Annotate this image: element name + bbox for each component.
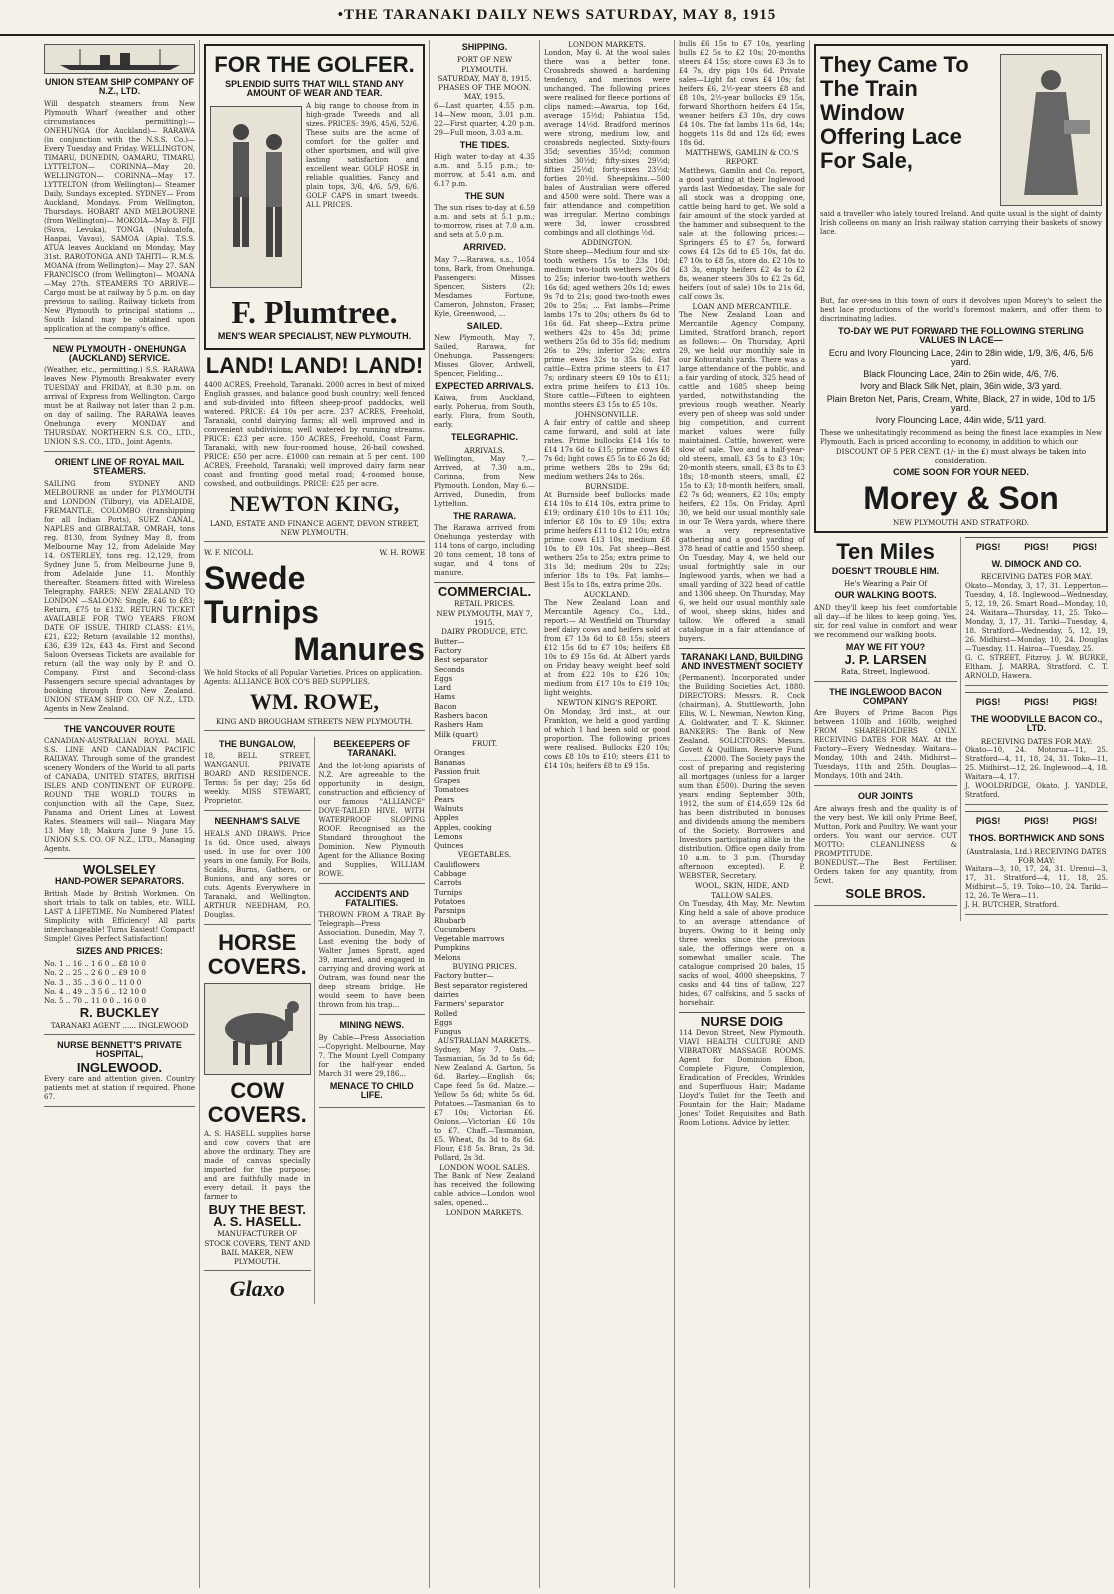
larsen-name: J. P. LARSEN (844, 652, 927, 668)
inglewood-bacon-ad (814, 688, 957, 787)
union-steam-ad (44, 44, 195, 339)
pigs-label: PIGS! (975, 815, 1001, 826)
orient-heading: ORIENT LINE OF ROYAL MAIL STEAMERS. (54, 457, 185, 477)
tides-body: High water to-day at 4.35 a.m. and 5.15 p.m.; to-morrow, at 5.41 a.m. and 6.17 p.m. (434, 153, 535, 189)
woodville-body: Okato—10, 24. Motorua—11, 25. Stratford—4, 11, 18, 24, 31. Toko—11, 25. Midhirst—12, 26. Inglewood—4, 18. Waitara—4, 17. (965, 745, 1108, 781)
stock-note: We hold Stocks of all Popular Varieties. Prices on application. (204, 668, 423, 677)
land-body: 4400 ACRES, Freehold, Taranaki. 2000 acres in best of mixed English grasses, and balance good bush country; well fenced and sub-divided into fifteen sheep-proof paddocks, well watered. PRICE: £4 10s per acre. 237 ACRES, Freehold, Taranaki, contd dairying farms; all well improved and in convenient subdivisions; well watered by running streams. PRICE: £23 per acre. 150 ACRES, Freehold, Coast Farm, Taranaki, with new four-roomed house, 26-bail cowshed. PRICE: £50 per acre. £1000 can remain at 5 per cent. 100 ACRES, Freehold, Taranaki; well improved dairy farm near coast and fronting good metal road; 4-roomed house, cowshed, and outbuildings. PRICE: £25 per acre. (204, 380, 425, 488)
pigs-label: PIGS! (975, 696, 1001, 707)
pigs-label: PIGS! (1072, 541, 1098, 552)
bungalow-heading: THE BUNGALOW, (219, 739, 296, 750)
swede-heading: Swede Turnips (204, 559, 319, 630)
salve-body: HEALS AND DRAWS. Price 1s 6d. Once used, always used. In use for over 100 years in one family. For Boils, Scalds, Burns, Gathers, or Bunions, and any sores or cuts. Agents Everywhere in Taranaki, and Wellington. ARTHUR NEEDHAM, P.O. Douglas. (204, 829, 311, 919)
pigs-label: PIGS! (1024, 541, 1049, 552)
price-list-item: Pears (434, 794, 455, 804)
wolseley-subheading: HAND-POWER SEPARATORS. (54, 876, 184, 887)
price-list-item: Cabbage (434, 869, 467, 879)
telegraphic-heading: TELEGRAPHIC. (450, 432, 518, 443)
sizes-heading: SIZES AND PRICES: (76, 945, 163, 956)
newton-report-body: On Monday, 3rd inst., at our Frankton, we held a good yarding of which 1 had been sold or good proportion. The following prices were realised. Bullocks £20 10s; cows £8 10s to £10; steers £11 to £14 10s; heifers £8 to £9 15s. (544, 707, 670, 770)
golfer-figure-icon (216, 112, 296, 282)
addington-body: Store sheep—Medium four and six-tooth wethers 15s to 23s 10d; medium two-tooth wethers 20s 6d to 25s; inferior two-tooth wethers 16s 6d; aged wethers 20s 1d; ewes 9s 7d to 21s; good two-tooth ewes 20s to 25s; ... Fat lambs—Prime lambs 17s to 20s; others 8s 6d to 16s 6d. Fat sheep—Extra prime wethers 42s to 45s 3d; prime wethers 25s 6d to 35s 6d; medium 26s to 29s; inferior 22s; extra prime ewes 32s to 35s 6d. Fat cattle—Extra prime steers to £17 7s; ordinary steers £9 10s to £11; extra prime heifers to £13 10s. Store cattle—Fifteen to eighteen months steers £3 15s to £5 10s. (544, 247, 670, 409)
pigs-label: PIGS! (1024, 815, 1049, 826)
horse-icon (207, 989, 307, 1069)
london-body: London, May 6. At the wool sales there was a better tone. Crossbreds showed a hardening tendency, and merinos were unchanged. The following prices were realised for fleece portions of clips named:—Awarua, top 16d, average 15½d; Pahiatua 15d, average 14½d. Bradford merinos were strong, medium low, and crossbreds neglected. Sixty-fours 35d; seventies 35½d; common sixties 30½d; fifty-sixes 29½d; fifties 25½d; forty-sixes 23½d; forties 20½d. Sheepskins.—500 bales of Australian were offered and 4500 were sold. There was a fair attendance and competition was irregular. Merino combings were 3d, lower crossbred combings and all clothings ½d. (544, 49, 670, 238)
wool-skin-heading: WOOL, SKIN, HIDE, AND TALLOW SALES. (695, 881, 789, 900)
lace-item: Ecru and Ivory Flouncing Lace, 24in to 28in wide, 1/9, 3/6, 4/6, 5/6 yard. (828, 347, 1094, 367)
vegetables-heading: VEGETABLES. (457, 850, 512, 860)
fruit-heading: FRUIT. (471, 738, 498, 748)
buy-best: BUY THE BEST. (208, 1201, 306, 1217)
pigs-label: PIGS! (1024, 696, 1049, 707)
wolseley-body: British Made by British Workmen. On short trials to talk on tables, etc. WILL LAST A LIFETIME. No Numbered Plates! Simplicity with Efficiency! All parts interchangeable! Turns Easiest! Compact! Simple! Gives Perfect Satisfaction! (44, 889, 195, 943)
horse-covers-ad (204, 931, 311, 1272)
larsen-sub: Rata, Street, Inglewood. (840, 667, 931, 677)
price-list-item: Rashers bacon (434, 711, 488, 721)
matthews-heading: MATTHEWS, GAMLIN & CO.'S REPORT. (685, 148, 799, 167)
walking-body: AND they'll keep his feet comfortable all day—if he likes to keep going. Yes, sir, for real value in comfort and wear we recommend our walking boots. (814, 603, 957, 639)
column-4 (540, 40, 675, 1588)
agents-note: Agents: ALLIANCE BOX CO'S BED SUPPLIES. (204, 677, 370, 686)
column-5 (675, 40, 810, 1588)
hasell-name: A. S. HASELL. (213, 1213, 302, 1229)
price-list-item: Milk (quart) (434, 729, 479, 739)
sailed-heading: SAILED. (466, 320, 503, 331)
price-list-item: Pumpkins (434, 943, 470, 953)
nicoll-name: W. F. NICOLL (204, 548, 254, 558)
walking-boots-heading: OUR WALKING BOOTS. (834, 590, 937, 601)
rarawa-body: The Rarawa arrived from Onehunga yesterday with 114 tons of cargo, including 20 tons cement, 18 tons of sugar, and 4 tons of manure. (434, 524, 535, 578)
horse-illustration (204, 983, 311, 1075)
bungalow-ad (204, 740, 311, 811)
london-markets-heading-2: LONDON MARKETS. (445, 1208, 524, 1217)
arrived-heading: ARRIVED. (462, 242, 506, 253)
sizes-row: No. 4 .. 49 .. 3 5 6 .. 12 10 0 (44, 986, 146, 996)
dimock-ad (965, 560, 1108, 686)
price-list-item: Walnuts (434, 803, 464, 813)
rowe-initials: W. H. ROWE (379, 548, 425, 558)
johnsonville-heading: JOHNSONVILLE. (575, 409, 639, 419)
nurse-body: 114 Devon Street, New Plymouth. VIAVI HEALTH CULTURE AND VIBRATORY MASSAGE ROOMS. Agent for Dominion Ebon, Complete Figure, Complexion, Eradication of Freckles, Wrinkles and Superfluous Hair; Madame Lloyd's Toilet for the Teeth and Fountain for the Hair; Madame Jones' Toilet Requisites and Bath Room Lotions. Advice by letter. (679, 1029, 805, 1128)
lace-item: Black Flouncing Lace, 24in to 26in wide, 4/6, 7/6. (863, 369, 1059, 380)
moon-heading: PHASES OF THE MOON. MAY, 1915. (438, 83, 531, 102)
accidents-article (319, 890, 426, 1016)
price-list-item: Quinces (434, 841, 464, 851)
sizes-row: No. 5 .. 70 .. 11 0 0 .. 16 0 0 (44, 996, 146, 1006)
vancouver-body: CANADIAN-AUSTRALIAN ROYAL MAIL S.S. LINE AND CANADIAN PACIFIC RAILWAY. Through some of the grandest scenery Wonders of the World to all parts of CANADA, UNITED STATES, BRITISH ISLES AND CONTINENT OF EUROPE. ROUND THE WORLD TOURS in conjunction with all the Cape, Suez, Panama and Orient Lines at Lowest Rates. Steamers will sail— Niagara May 13 May 18; Makura June 9 June 15. UNION S.S. CO. OF N.Z., LTD., Managing Agents. (44, 737, 195, 854)
price-list-item: Rashers Ham (434, 720, 484, 730)
wool-sales-body: The Bank of New Zealand has received the following cable advice—London wool sales, opened... (434, 1172, 535, 1207)
price-list-item: Vegetable marrows (434, 934, 505, 944)
price-list-item: Butter— (434, 636, 465, 646)
arrivals-heading: ARRIVALS. (464, 445, 505, 455)
menace-heading: MENACE TO CHILD LIFE. (329, 1080, 414, 1100)
morey-logo: Morey & Son (863, 479, 1059, 516)
price-list-item: Potatoes (434, 896, 466, 906)
bungalow-body: 18, BELL STREET, WANGANUI. PRIVATE BOARD AND RESIDENCE. Terms: 5s per day; 25s 6d weekly. MISS STEWART, Proprietor. (204, 752, 311, 806)
price-list-item: Rhubarb (434, 915, 466, 925)
price-list-item: Eggs (434, 1017, 453, 1027)
matthews-body: Matthews, Gamlin and Co. report, a good yarding at their Inglewood yards last Wednesday. The sale for all stock was a dropping one, cattle being hard to get. We sold a fair amount of the stock yarded at the hammer and subsequent to the sale at the following prices:—Springers £5 to £7 5s, forward cows £4 12s 6d to £5 10s, fat do. £7 10s to £8 5s, store do. £2 10s to £3 3s, empty heifers £2 4s to £2 8s, weaner steers 30s to £2 2s 6d, heifers (out of sale) 10s to 21s 6d, calf cows 3s. (679, 166, 805, 301)
price-list-item: Grapes (434, 776, 461, 786)
morey-lace-ad (814, 44, 1108, 533)
woodville-sub: RECEIVING DATES FOR MAY: (980, 736, 1093, 746)
commercial-heading: COMMERCIAL. (437, 584, 532, 600)
swede-ad (204, 548, 425, 731)
sole-bros: SOLE BROS. (845, 885, 926, 901)
price-list-item: Lemons (434, 831, 463, 841)
land-ad (204, 354, 425, 543)
discount-note: DISCOUNT OF 5 PER CENT. (1/- in the £) must always be taken into consideration. (835, 446, 1087, 465)
beekeepers-ad (319, 740, 426, 884)
dimock-heading: W. DIMOCK AND CO. (991, 559, 1082, 570)
dairy-heading: DAIRY PRODUCE, ETC. (441, 627, 528, 637)
london-heading: LONDON MARKETS. (568, 40, 646, 49)
plumtree-sub: MEN'S WEAR SPECIALIST, NEW PLYMOUTH. (217, 330, 412, 341)
accidents-heading: ACCIDENTS AND FATALITIES. (334, 888, 409, 908)
expected-heading: EXPECTED ARRIVALS. (435, 380, 534, 391)
dimock-sub: RECEIVING DATES FOR MAY. (980, 572, 1093, 582)
manures-heading: Manures (293, 630, 425, 667)
rarawa-heading: THE RARAWA. (453, 510, 516, 521)
price-list-item: Tomatoes (434, 785, 469, 795)
steamer-illustration (44, 44, 195, 74)
price-list-item: Carrots (434, 878, 462, 888)
wool-sales-heading: LONDON WOOL SALES. (439, 1162, 530, 1172)
price-list-item: Apples, cooking (434, 822, 492, 832)
moon-body: 6—Last quarter, 4.55 p.m. 14—New moon, 3.01 p.m. 22—First quarter, 4.20 p.m. 29—Full moon, 3.03 a.m. (434, 101, 535, 137)
uss-body: Will despatch steamers from New Plymouth Wharf (weather and other circumstances permitting):— ONEHUNGA (for Auckland)— RARAWA (in conjunction with the N.S.S. Co.)—Every Tuesday and Friday. WELLINGTON, TIMARU, DUNEDIN, OAMARU, TIMARU, LYTTELTON— CORINNA—May 20. WELLINGTON— CORINNA—May 17. LYTTELTON (from Wellington)— Steamer Daily, Sundays excepted. SYDNEY— From Auckland, Mondays. From Wellington, Thursdays. HOBART AND MELBOURNE (from Wellington)— MOKOIA—May 8. FIJI (Suva, Levuka), TONGA (Nukualofa, Haapai, Vavau), SAMOA (Apia). T.S.S. ATUA leaves Auckland on Monday, May 31st. RAROTONGA AND TAHITI— R.M.S. MOANA (from Wellington)— May 27. SAN FRANCISCO (from Wellington)— MOANA—May 27th. STEAMERS TO ARRIVE— Cargo must be at railway by 5 p.m. on day previous to sailing. Railway tickets from New Plymouth to principal stations ... South Island may be obtained upon application at the company's office. (44, 99, 195, 333)
sizes-row: No. 2 .. 25 .. 2 6 0 .. £9 10 0 (44, 968, 146, 978)
wool-skin-body: On Tuesday, 4th May, Mr. Newton King held a sale of above produce to an average attendance of buyers. Owing to it being only three weeks since the previous sale, the offerings were on a somewhat smaller scale. The catalogue comprised 20 bales, 15 sacks of wool, 4000 sheepskins, 7 casks and 44 tins of tallow, 227 hides, 67 calfskins, and 5 sacks of horsehair. (679, 900, 805, 1008)
salve-ad (204, 817, 311, 924)
buckley-heading: R. BUCKLEY (79, 1005, 160, 1021)
ten-miles-heading: Ten Miles (836, 538, 935, 564)
wmrowe-heading: WM. ROWE, (250, 688, 379, 714)
vancouver-heading: THE VANCOUVER ROUTE (63, 723, 176, 734)
newtonking-sub: LAND, ESTATE AND FINANCE AGENT, DEVON STREET, NEW PLYMOUTH. (209, 518, 420, 538)
sun-body: The sun rises to-day at 6.59 a.m. and sets at 5.1 p.m.; to-morrow, rises at 7.0 a.m. and sets at 5.0 p.m. (434, 204, 535, 240)
aust-heading: AUSTRALIAN MARKETS. (437, 1036, 532, 1046)
beekeepers-body: And the lot-long apiarists of N.Z. Are agreeable to the opportunity in design, construction and efficiency of our famous "ALLIANCE" DOVE-TAILED HIVE. WITH WATERPROOF SLOPING ROOF. Recognised as the Standard throughout the Dominion. New Plymouth Agent for the Alliance Boxing and Supplies, WILLIAM ROWE. (318, 761, 425, 878)
retail-date: NEW PLYMOUTH, MAY 7, 1915. (436, 608, 533, 628)
orient-ad (44, 458, 195, 719)
pigs-banner (965, 692, 1108, 712)
auckland-heading: AUCKLAND. (583, 590, 631, 600)
market-continued: bulls £6 15s to £7 10s, yearling bulls £2 5s to £2 10s; 20-months steers £4 15s; store cows £3 3s to £4 7s, dry pigs 10s 6d. Private sales—Light fat cows £4 10s; fat heifers £6, 2½-year steers £8 and £8 10s, 2½-year bullocks £9 15s, forward Shorthorn heifers £4 15s, weaner heifers £3 10s, dry cows £4 10s. The fat lambs 11s 6d, 14s; hoggets 11s 8d and 12s 6d; ewes 18s 6d. (679, 40, 805, 147)
newton-report-heading: NEWTON KING'S REPORT. (556, 698, 658, 708)
golfer-heading: FOR THE GOLFER. (214, 52, 415, 77)
port-heading: PORT OF NEW PLYMOUTH. (456, 55, 513, 74)
price-list-item: Oranges (434, 748, 465, 758)
price-list-item: Best separator (434, 655, 488, 665)
morey-sub: NEW PLYMOUTH AND STRATFORD. (892, 517, 1030, 527)
masthead: •THE TARANAKI DAILY NEWS SATURDAY, MAY 8, 1915 (0, 0, 1114, 36)
golfer-ad (204, 44, 425, 350)
lace-seller-illustration (1000, 54, 1102, 206)
mining-body: By Cable—Press Association—Copyright. Melbourne, May 7. The Mount Lyell Company for the half-year ended March 31 were 29,186... (318, 1033, 425, 1078)
np-onehunga-heading: NEW PLYMOUTH - ONEHUNGA (AUCKLAND) SERVICE. (52, 343, 187, 363)
ten-miles-sub: DOESN'T TROUBLE HIM. (831, 565, 940, 576)
nurse-heading: NURSE DOIG (700, 1014, 784, 1030)
train-caption: said a traveller who lately toured Ireland. And quite usual is the sight of dainty Irish colleens on many an Irish railway station carrying their baskets of snowy lace. (820, 210, 1102, 236)
ship-icon (50, 47, 190, 71)
borthwick-sub: (Australasia, Ltd.) RECEIVING DATES FOR MAY: (966, 846, 1107, 865)
shipping-date: SATURDAY, MAY 8, 1915. (437, 73, 532, 83)
price-list-item: Turnips (434, 887, 463, 897)
price-list-item: Apples (434, 813, 459, 823)
orient-body: SAILING from SYDNEY AND MELBOURNE as under for PLYMOUTH and LONDON (Tilbury), via ADELAIDE, FREMANTLE, COLOMBO (transhipping for all Indian Ports), SUEZ CANAL, NAPLES and GIBRALTAR. OMRAH, tons reg. 8130, from Sydney May 8, from Melbourne May 12, from Adelaide May 14. OSTERLEY, tons reg. 12,129, from Sydney June 5, from Melbourne June 9, from Adelaide June 11. Monthly thereafter. Steamers fitted with Wireless Telegraphy. FARES: NEW ZEALAND TO LONDON —SALOON: Single, £46 to £83; Return, £75 to £132. RETURN TICKET AVAILABLE FOR TWO YEARS FROM DATE OF ISSUE. THIRD CLASS: £1½, £21, £22; Return (available 12 months), £36, £39 12s, £43 4s. First and Second Saloon Overseas Tickets are available for return (all the way only by P. and O. Company. First and Second-class Passengers secure special advantages by booking through from New Zealand. UNION STEAM SHIP CO. OF N.Z., LTD. Agents in New Zealand. (44, 479, 195, 713)
price-list-item: Factory (434, 645, 462, 655)
sizes-row: No. 1 .. 16 .. 1 6 0 .. £8 10 0 (44, 958, 146, 968)
wolseley-ad (44, 862, 195, 1035)
fit-you: MAY WE FIT YOU? (845, 641, 926, 652)
column-3 (430, 40, 540, 1588)
tides-heading: THE TIDES. (459, 139, 510, 150)
loan-body: The New Zealand Loan and Mercantile Agency Company, Limited, Stratford branch, report as follows:— On Thursday, April 29, we held our monthly sale in our Kohuratahi yards. There was a large attendance of the public, and a fair yarding of stock, 325 head of cattle and 1685 sheep being yarded, notwithstanding the previous rough weather. Nearly every pen of sheep was sold under big competition, and current market values were fully maintained. Cattle, however, were slow of sale. Two and a half-year-old steers, small, £3 5s to £3 10s; 20-month steers, small, £3 8s to £3 18s; 18-month steers, small, £2 15s to £3; 18-month heifers, small, £2 7s 6d; weaners, £2 10s; empty heifers, £2 15s. On Friday, April 30, we held our usual monthly sale in our Te Wera yards, where there was a very representative gathering and a good yarding of 378 head of cattle and 1550 sheep. On Tuesday, May 4, we held our usual fortnightly sale in our Inglewood yards, when we had a small yarding of 322 head of cattle and 1306 sheep. On Thursday, May 6, we held our usual monthly sale of wool, sheep skins, hides and tallow. We offered a small catalogue in a fair attendance of buyers. (679, 310, 805, 643)
inglewood-bacon-body: Are Buyers of Prime Bacon Pigs between 110lb and 160lb, weighed FROM SHAREHOLDERS ONLY. RECEIVING DATES FOR MAY. At the Factory—Every Wednesday. Waitara—Monday, 10th and 24th. Midhirst—Tuesdays, 11th and 25th. Douglas—Mondays, 10th and 24th. (814, 709, 957, 781)
price-list-item: Fungus (434, 1027, 462, 1037)
hospital-body: Every care and attention given. Country patients met at station if required. Phone 67. (44, 1074, 195, 1101)
price-list-item: Passion fruit (434, 766, 480, 776)
price-list-item: Bacon (434, 701, 457, 711)
hospital-ad (44, 1041, 195, 1107)
price-list-item: Factory butter— (434, 971, 494, 981)
arrivals-body: Wellington, May 7.—Arrived, at 7.30 a.m., Corinna, from New Plymouth. London, May 6.—Arrived, Dunedin, from Lyttelton. (434, 454, 535, 508)
aust-body: Sydney, May 7. Oats.—Tasmanian, 5s 3d to 5s 6d; New Zealand A. Garton, 5s 6d. Barley.—English 6s; Cape feed 5s 6d. Maize.—Yellow 5s 6d; white 5s 6d. Potatoes.—Tasmanian 6s to £7 10s; Victorian £6. Onions.—Victorian £6 10s to £7. Chaff.—Tasmanian, £5. Wheat, 8s 3d to 8s 6d. Flour, £18 5s. Bran, 2s 3d. Pollard, 2s 3d. (434, 1045, 535, 1162)
plumtree-name: F. Plumtree. (231, 293, 398, 330)
cow-covers-heading: COW COVERS. (207, 1077, 307, 1127)
butcher-agent: J. H. BUTCHER, Stratford. (965, 901, 1060, 910)
joints-ad (814, 792, 957, 906)
buying-heading: BUYING PRICES. (452, 962, 517, 972)
hospital-town: INGLEWOOD. (76, 1059, 163, 1075)
price-list-item: Parsnips (434, 906, 466, 916)
woodville-ad (965, 715, 1108, 805)
price-list-item: Best separator registered dairies (434, 980, 528, 999)
hasell-sub: MANUFACTURER OF STOCK COVERS, TENT AND BAIL MAKER, NEW PLYMOUTH. (204, 1229, 311, 1267)
price-list-item: Cauliflowers (434, 859, 480, 869)
burnside-body: At Burnside beef bullocks made £14 10s to £14 10s, extra prime to £19; ordinary £10 10s to £11 10s; inferior £8 10s to £9 10s; extra prime heifers £11 to £12 10s; extra prime cows £13 10s; medium £8 10s to £9 10s. Fat sheep—Best wethers 25s to 25s; extra prime to 31s 3d; medium 20s to 22s; inferior 18s to 19s. Fat lambs—Best 15s to 18s, extra prime 20s. (544, 491, 670, 590)
dimock-body: Okato—Monday, 3, 17, 31. Lepperton—Tuesday, 4, 18. Inglewood—Wednesday, 5, 12, 19, 26. Smart Road—Monday, 10, 24. Waitara—Thursday, 11, 25. Toko—Monday, 3, 17, 31. Tariki—Tuesday, 4, 18. Stratford—Wednesday, 5, 12, 19, 26. Midhirst—Monday, 10, 24. Douglas—Tuesday, 11. Hairoa—Tuesday, 25. (965, 581, 1108, 653)
price-list-item: Eggs (434, 673, 453, 683)
auckland-body: The New Zealand Loan and Mercantile Agency Co., Ltd., report:— At Westfield on Thursday beef dairy cows and heifers sold at from £7 13s 6d to £8 15s; steers £12 15s 6d to £7 10s; heifers £8 10s to £9 15s 6d. At Albert yards on Friday heavy weight beef sold at from £22 10s to £26 10s; medium from £17 10s to £19 10s; light weights. (544, 599, 670, 698)
price-list-item: Cucumbers (434, 924, 476, 934)
loan-heading: LOAN AND MERCANTILE. (692, 301, 792, 311)
joints-heading: OUR JOINTS (857, 791, 913, 802)
sizes-row: No. 3 .. 35 .. 3 6 0 .. 11 0 0 (44, 977, 142, 987)
wearing-note: He's Wearing a Pair Of (844, 579, 927, 589)
pigs-banner (965, 811, 1108, 831)
sailed-body: New Plymouth, May 7. Sailed, Rarawa, for Onehunga. Passengers: Misses Glover, Ardwell, Spencer, Fielding... (434, 333, 535, 378)
wolseley-heading: WOLSELEY (83, 862, 156, 878)
newtonking-heading: NEWTON KING, (229, 490, 400, 516)
borthwick-heading: THOS. BORTHWICK AND SONS (968, 833, 1105, 844)
lace-item: Ivory and Black Silk Net, plain, 36in wide, 3/3 yard. (859, 381, 1063, 392)
column-2 (200, 40, 430, 1588)
woman-figure-icon (1006, 60, 1096, 200)
taranaki-land-heading: TARANAKI LAND, BUILDING AND INVESTMENT SOCIETY (680, 651, 804, 672)
borthwick-ad (965, 834, 1108, 915)
lace-item: Ivory Flouncing Lace, 44in wide, 5/11 yard. (875, 415, 1047, 426)
mining-heading: MINING NEWS. (339, 1020, 404, 1031)
bonedust-note: BONEDUST.—The Best Fertiliser. Orders taken for any quantity, from 5cwt. (814, 858, 957, 885)
sun-heading: THE SUN (464, 191, 505, 202)
column-6 (810, 40, 1112, 1588)
price-list-item: Farmers' separator (434, 999, 504, 1009)
mining-article (319, 1021, 426, 1108)
salve-heading: NEENHAM'S SALVE (214, 816, 300, 827)
wmrowe-sub: KING AND BROUGHAM STREETS NEW PLYMOUTH. (216, 716, 413, 726)
addington-heading: ADDINGTON. (581, 238, 633, 248)
larsen-boots-ad (814, 540, 957, 682)
vancouver-ad (44, 725, 195, 859)
beekeepers-heading: BEEKEEPERS OF TARANAKI. (333, 739, 411, 759)
pigs-label: PIGS! (1072, 696, 1098, 707)
burnside-heading: BURNSIDE. (584, 481, 630, 491)
expected-body: Kaiwa, from Auckland, early. Poherua, from South, early. Flora, from South, early. (434, 394, 535, 430)
lace-note: These we unhesitatingly recommend as being the finest lace examples in New Plymouth. Each is priced according to economy, in addition to which our (820, 428, 1102, 446)
dimock-agents: G. C. STREET, Fitzroy. J. W. BURKE, Eltham. J. MARRA, Stratford. C. T. ARNOLD, Hawera. (965, 653, 1108, 680)
joints-body: Are always fresh and the quality is of the very best. We kill only Prime Beef, Mutton, Pork and Poultry. We want your orders. You want our service. CUT MOTTO: CLEANLINESS & PROMPTITUDE. (814, 804, 957, 858)
golfer-body: A big range to choose from in high-grade Tweeds and all sizes. PRICES: 39/6, 45/6, 52/6. These suits are the acme of comfort for the golfer and other sportsmen, and will give lasting satisfaction and excellent wear. GOLF HOSE in reliable qualities. Fancy and plain tops, 3/6, 4/6, 5/9, 6/6. GOLF CAPS in smart tweeds. ALL PRICES. (306, 101, 419, 209)
horse-covers-heading: HORSE COVERS. (207, 929, 307, 979)
hasell-body: A. S. HASELL supplies horse and cow covers that are above the ordinary. They are made of canvas specially imported for the purpose; and are faithfully made in every detail. It pays the farmer to (204, 1129, 311, 1201)
lace-heading: TO-DAY WE PUT FORWARD THE FOLLOWING STERLING VALUES IN LACE— (838, 326, 1084, 346)
golfer-subheading: SPLENDID SUITS THAT WILL STAND ANY AMOUNT OF WEAR AND TEAR. (225, 79, 404, 99)
golfers-illustration (210, 106, 302, 288)
np-onehunga-ad (44, 345, 195, 453)
arrived-body: May 7.—Rarawa, s.s., 1054 tons, Bark, from Onehunga. Passengers: Misses Spencer, Sisters (2); Mesdames Fortune, Cameron, Johnston, Fraser, Kyle, Greenwood, ... (434, 255, 535, 318)
inglewood-bacon-heading: THE INGLEWOOD BACON COMPANY (829, 686, 942, 706)
price-list-item: Bananas (434, 757, 466, 767)
retail-heading: RETAIL PRICES. (454, 599, 515, 609)
woodville-agents: J. WOOLDRIDGE, Okato. J. YANDLE, Stratford. (965, 781, 1108, 799)
johnsonville-body: A fair entry of cattle and sheep came forward, and sold at late rates. Prime bullocks £14 16s to £14 17s 6d to £15; prime cows £8 7s 6d; light cows £5 5s to £6 2s 6d; prime wethers 28s to 29s 6d; medium wethers 24s to 26s. (544, 418, 670, 481)
price-list-item: Seconds (434, 664, 465, 674)
glaxo-logo: Glaxo (229, 1276, 285, 1302)
accidents-body: THROWN FROM A TRAP. By Telegraph—Press Association. Dunedin, May 7. Last evening the body of Walter James Spratt, aged 39, married, and engaged in carrying and droving work at Outram, was found near the deep stream bridge. He would seem to have been thrown from his trap... (318, 911, 425, 1010)
pigs-label: PIGS! (1072, 815, 1098, 826)
woodville-heading: THE WOODVILLE BACON CO., LTD. (970, 714, 1103, 734)
uss-heading: UNION STEAM SHIP COMPANY OF N.Z., LTD. (44, 77, 194, 97)
come-soon: COME SOON FOR YOUR NEED. (893, 467, 1029, 478)
pigs-label: PIGS! (975, 541, 1001, 552)
train-heading: They Came To The Train Window Offering Lace For Sale, (820, 52, 969, 173)
buckley-sub: TARANAKI AGENT ...... INGLEWOOD (50, 1020, 189, 1030)
price-list-item: Rolled (434, 1008, 458, 1018)
np-onehunga-body: (Weather, etc., permitting.) S.S. RARAWA leaves New Plymouth Breakwater every TUESDAY and FRIDAY, at 8.30 p.m. on arrival of Express from Wellington. Cargo must be at Railway not later than 2 p.m. on day of sailing. The RARAWA leaves Onehunga every MONDAY and THURSDAY. NORTHERN S.S. CO., LTD., UNION S.S. CO., LTD., Joint Agents. (44, 366, 195, 447)
shipping-heading: SHIPPING. (461, 42, 508, 52)
price-list-item: Lard (434, 683, 452, 693)
borthwick-body: Waitara—3, 10, 17, 24, 31. Urenui—3, 17, 31. Stratford—4, 11, 18, 25. Midhirst—5, 19. Toko—10, 24. Tariki—12, 26. Te Wera—11. (965, 865, 1108, 901)
price-list-item: Melons (434, 952, 461, 962)
taranaki-land-body: (Permanent). Incorporated under the Building Societies Act, 1880. DIRECTORS: Messrs. R. Cock (chairman), A. Stuttleworth, John Ellis, W. L. Newman, Newton King, A. Goldwater, and T. K. Skinner. BANKERS: The Bank of New Zealand. SOLICITORS: Messrs. Govett & Quilliam. Reserve Fund .......... £2000. The Society pays the cost of preparing and registering all mortgages (unless for a larger sum than £500). During the seven years ending September 30th, 1912, the sum of £14,659 12s 6d has been distributed in bonuses and dividends among the members of the Society. Borrowers and Investors participating alike in the distribution. Office open daily from 10 a.m. to 3 p.m. (Thursday afternoon excepted). F. P. WEBSTER, Secretary. (679, 674, 805, 881)
land-heading: LAND! LAND! LAND! (205, 352, 424, 378)
price-list-item: Hams (434, 692, 456, 702)
column-1 (40, 40, 200, 1588)
lace-item: Plain Breton Net, Paris, Cream, White, Black, 27 in wide, 10d to 1/5 yard. (826, 393, 1096, 414)
lace-intro: But, far over-sea in this town of ours it devolves upon Morey's to select the best lace productions of the world's foremost makers, and offer them to discriminating ladies. (820, 297, 1102, 323)
hospital-heading: NURSE BENNETT'S PRIVATE HOSPITAL, (57, 1040, 182, 1060)
pigs-banner (965, 537, 1108, 557)
